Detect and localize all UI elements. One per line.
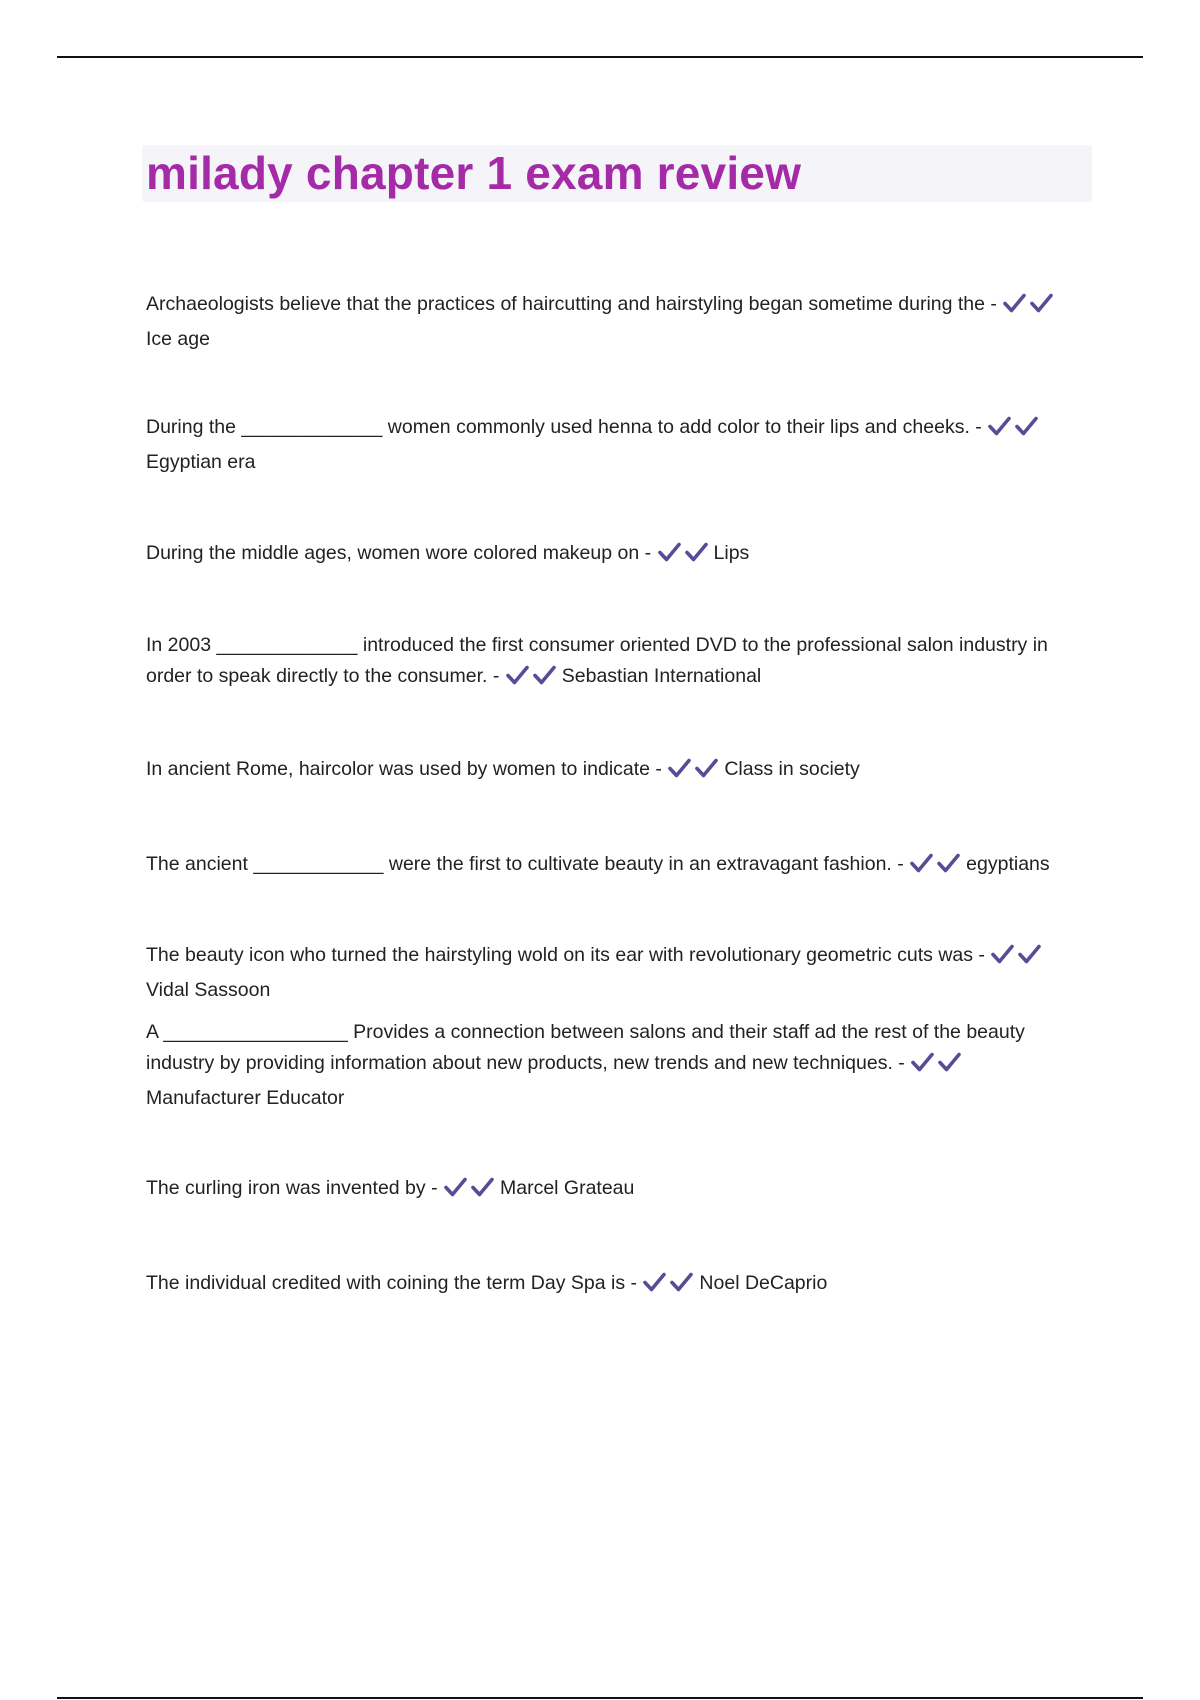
answer-text: Vidal Sassoon <box>146 979 271 1001</box>
check-icon <box>470 1176 497 1198</box>
answer-text: Lips <box>713 542 750 564</box>
answer-checkmarks <box>910 1051 964 1083</box>
check-icon <box>694 757 721 779</box>
check-icon <box>990 943 1017 965</box>
check-icon <box>443 1176 470 1198</box>
question-text: The individual credited with coining the term Day Spa is - <box>146 1272 637 1294</box>
check-icon <box>937 1051 964 1073</box>
check-icon <box>910 1051 937 1073</box>
answer-text: Noel DeCaprio <box>699 1272 828 1294</box>
qa-item <box>146 849 1081 884</box>
question-text: During the middle ages, women wore colored makeup on - <box>146 542 652 564</box>
answer-text: Egyptian era <box>146 451 256 473</box>
check-icon <box>667 757 694 779</box>
question-text: In ancient Rome, haircolor was used by women to indicate - <box>146 758 662 780</box>
answer-checkmarks <box>667 757 721 789</box>
answer-checkmarks <box>1002 292 1056 324</box>
check-icon <box>1014 415 1041 437</box>
check-icon <box>936 852 963 874</box>
qa-item <box>146 754 1081 789</box>
question-text: During the _____________ women commonly used henna to add color to their lips and cheeks. - <box>146 416 982 438</box>
answer-checkmarks <box>909 852 963 884</box>
question-text: A _________________ Provides a connection between salons and their staff ad the rest of the beauty industry by providing information about new products, new trends and new techniques. - <box>146 1021 1025 1074</box>
check-icon <box>532 664 559 686</box>
question-text: The curling iron was invented by - <box>146 1177 438 1199</box>
qa-item <box>146 1268 1081 1303</box>
answer-checkmarks <box>505 664 559 696</box>
question-text: The ancient ____________ were the first to cultivate beauty in an extravagant fashion. - <box>146 853 904 875</box>
qa-item <box>146 289 1081 355</box>
check-icon <box>1002 292 1029 314</box>
check-icon <box>1017 943 1044 965</box>
page-title: milady chapter 1 exam review <box>146 147 802 199</box>
qa-item <box>146 1173 1081 1208</box>
check-icon <box>669 1271 696 1293</box>
answer-checkmarks <box>443 1176 497 1208</box>
qa-item <box>146 1017 1081 1114</box>
answer-checkmarks <box>657 541 711 573</box>
answer-text: Ice age <box>146 328 210 350</box>
check-icon <box>987 415 1014 437</box>
answer-text: Class in society <box>724 758 860 780</box>
page-top-rule <box>57 56 1143 58</box>
qa-item <box>146 538 1081 573</box>
check-icon <box>657 541 684 563</box>
question-text: The beauty icon who turned the hairstyling wold on its ear with revolutionary geometric cuts was - <box>146 944 985 966</box>
answer-text: egyptians <box>966 853 1050 875</box>
answer-checkmarks <box>990 943 1044 975</box>
answer-text: Marcel Grateau <box>499 1177 635 1199</box>
qa-item <box>146 630 1081 696</box>
answer-checkmarks <box>987 415 1041 447</box>
qa-item <box>146 940 1081 1006</box>
check-icon <box>642 1271 669 1293</box>
question-text: In 2003 _____________ introduced the first consumer oriented DVD to the professional salon industry in order to speak directly to the consumer. - <box>146 634 1048 687</box>
answer-text: Sebastian International <box>561 665 762 687</box>
answer-checkmarks <box>642 1271 696 1303</box>
answer-text: Manufacturer Educator <box>146 1087 345 1109</box>
check-icon <box>1029 292 1056 314</box>
check-icon <box>684 541 711 563</box>
question-text: Archaeologists believe that the practices of haircutting and hairstyling began sometime during the - <box>146 293 997 315</box>
check-icon <box>909 852 936 874</box>
check-icon <box>505 664 532 686</box>
page-bottom-rule <box>57 1697 1143 1699</box>
qa-item <box>146 412 1081 478</box>
